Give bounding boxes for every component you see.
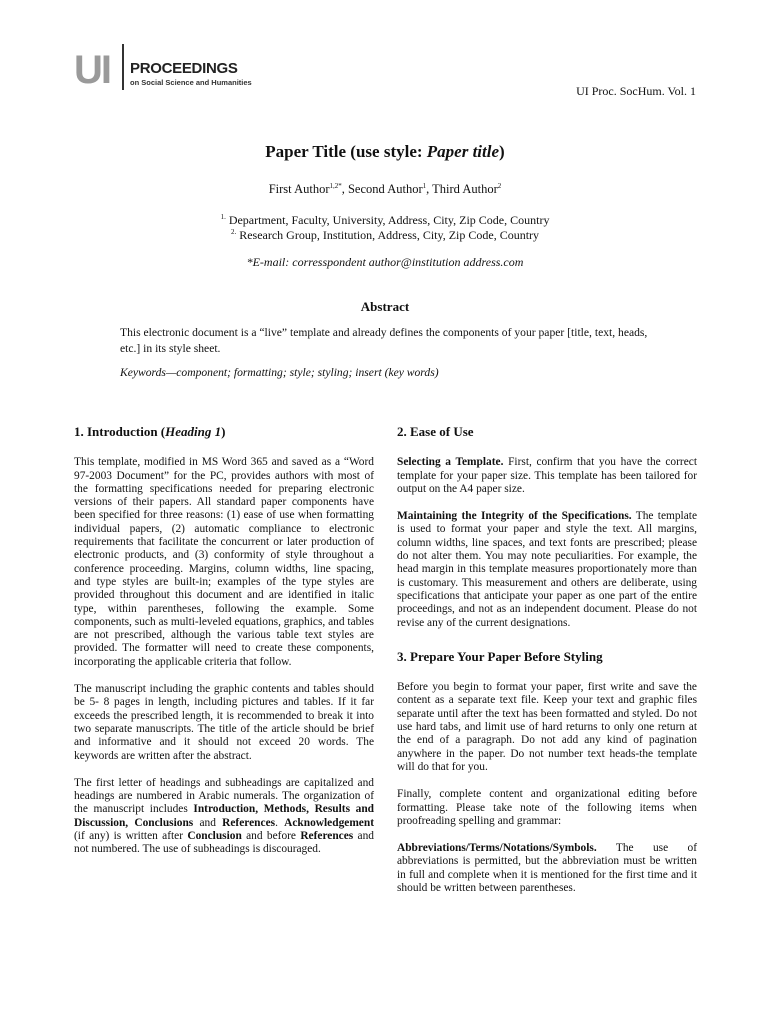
p3-bold-3: Acknowledgement	[284, 816, 374, 829]
author-3: , Third Author	[426, 182, 498, 196]
section-2-heading: 2. Ease of Use	[397, 424, 474, 439]
p3-text-6: and not numbered. The use of subheadings is discouraged.	[74, 830, 375, 856]
title-text: Paper Title (use style:	[265, 142, 427, 161]
affiliation-1-text: Department, Faculty, University, Address, City, Zip Code, Country	[225, 213, 550, 227]
intro-paragraph-1: This template, modified in MS Word 365 and saved as a “Word 97-2003 Document” for the PC, provides authors with most of the formatting specifications needed for preparing electronic versions of their papers. All standard paper components have been specified for three reasons: (1) ease of use when formatting individual papers, (2) automatic compliance to electronic requirements that facilitate the concurrent or later production of electronic products, and (3) conformity of style throughout a conference proceeding. Margins, column widths, line spacing, and type styles are built-in; examples of the type styles are provided throughout this document and are identified in italic type, within parentheses, following the example. Some components, such as multi-leveled equations, graphics, and tables are not prescribed, although the various table text styles are provided. The formatter will need to create these components, incorporating the applicable criteria that follow.	[74, 456, 374, 668]
prepare-paragraph-1: Before you begin to format your paper, first write and save the content as a separate text file. Keep your text and graphic files separate until after the text has been formatted and styled. Do not use hard tabs, and limit use of hard returns to only one return at the end of a paragraph. Do not add any kind of pagination anywhere in the paper. Do not number text heads-the template will do that for you.	[397, 681, 697, 773]
p3-text-1: The first letter of headings and subheadings are capitalized and headings are numbered in Arabic numerals. The organization of the manuscript includes	[74, 776, 374, 816]
p3-bold-5: References	[300, 830, 354, 843]
author-2: , Second Author	[341, 182, 423, 196]
intro-paragraph-3	[74, 777, 374, 857]
corresponding-email: *E-mail: corresspondent author@institution address.com	[246, 255, 524, 269]
section-3-heading: 3. Prepare Your Paper Before Styling	[397, 648, 603, 664]
section-1-heading	[74, 425, 374, 438]
prepare-paragraph-3-text: The use of abbreviations is permitted, but the abbreviation must be written in full and complete when it is mentioned for the first time and it should be written between parentheses.	[397, 842, 697, 895]
abstract-text: This electronic document is a “live” template and already defines the components of your paper [title, text, heads, etc.] in its style sheet.	[120, 326, 648, 355]
section-1-heading-close: )	[221, 424, 226, 439]
author-3-sup: 2	[497, 181, 502, 190]
affiliation-2	[0, 228, 770, 243]
logo-mark: UI	[74, 48, 110, 92]
p3-text-4: (if any) is written after	[74, 830, 188, 843]
ease-paragraph-1	[397, 456, 697, 496]
journal-reference: UI Proc. SocHum. Vol. 1	[576, 84, 696, 98]
p3-bold-4: Conclusion	[187, 830, 242, 843]
affiliation-1-num: 1.	[220, 213, 226, 221]
ease-paragraph-1-text: First, confirm that you have the correct template for your paper size. This template has been tailored for output on the A4 paper size.	[397, 456, 697, 495]
section-1-heading-text: 1. Introduction (	[74, 424, 166, 439]
p3-text-5: and before	[241, 830, 301, 843]
section-1-heading-italic: Heading 1	[165, 424, 222, 439]
p3-bold-1: Introduction, Methods, Results and Discussion, Conclusions	[74, 803, 375, 829]
author-2-sup: 1	[422, 181, 427, 190]
right-column	[397, 425, 697, 909]
keywords: Keywords—component; formatting; style; styling; insert (key words)	[120, 366, 439, 379]
p3-bold-2: References	[222, 816, 276, 829]
ease-paragraph-1-lead: Selecting a Template.	[397, 456, 504, 469]
title-italic: Paper title	[426, 142, 500, 161]
affiliation-2-num: 2.	[230, 228, 237, 236]
prepare-paragraph-3-lead: Abbreviations/Terms/Notations/Symbols.	[397, 842, 597, 855]
left-column	[74, 425, 374, 871]
p3-text-3: .	[275, 816, 285, 829]
affiliation-2-text: Research Group, Institution, Address, City, Zip Code, Country	[236, 228, 540, 242]
author-1: First Author	[268, 182, 330, 196]
p3-text-2: and	[193, 816, 223, 829]
author-1-sup: 1,2*	[329, 181, 342, 190]
abstract-heading: Abstract	[360, 299, 410, 314]
intro-paragraph-2: The manuscript including the graphic contents and tables should be 5- 8 pages in length, including pictures and tables. If it far exceeds the prescribed length, it is recommended to break it into two separate manuscripts. The title of the article should be brief and informative and it should not exceed 20 words. The keywords are written after the abstract.	[74, 683, 374, 762]
logo-subtitle: on Social Science and Humanities	[130, 78, 252, 87]
ease-paragraph-2	[397, 510, 697, 630]
affiliation-1	[0, 213, 770, 228]
paper-title	[0, 142, 770, 162]
title-close: )	[499, 142, 505, 161]
ease-paragraph-2-text: The template is used to format your paper and style the text. All margins, column widths, line spaces, and text fonts are prescribed; please do not alter them. You may note peculiarities. For example, the head margin in this template measures proportionately more than is customary. This measurement and others are deliberate, using specifications that anticipate your paper as one part of the entire proceedings, and not as an independent document. Please do not revise any of the current designations.	[397, 510, 697, 629]
logo-divider	[122, 44, 124, 90]
prepare-paragraph-3	[397, 842, 697, 895]
ease-paragraph-2-lead: Maintaining the Integrity of the Specifications.	[397, 510, 632, 523]
author-list	[0, 182, 770, 197]
prepare-paragraph-2: Finally, complete content and organizational editing before formatting. Please take note of the following items when proofreading spelling and grammar:	[397, 788, 697, 827]
logo-name: PROCEEDINGS	[130, 60, 238, 77]
